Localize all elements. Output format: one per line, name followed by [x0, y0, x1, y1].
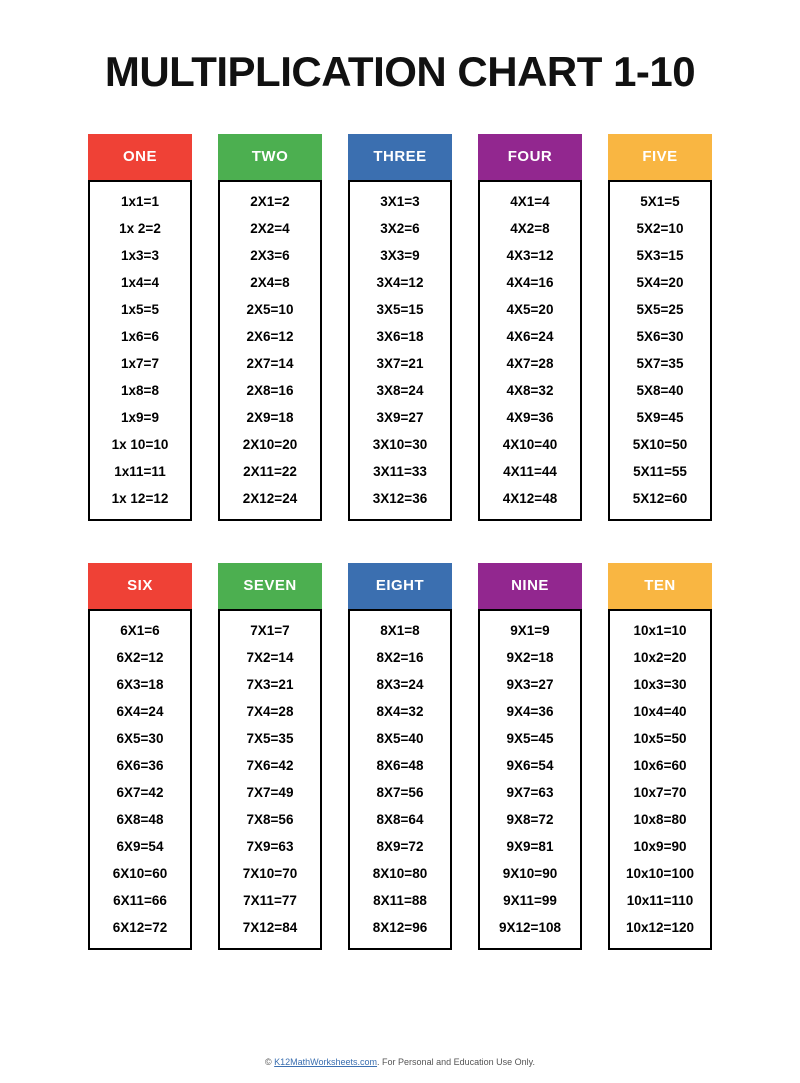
- table-cell: 1x5=5: [121, 302, 159, 317]
- footer-credit: [0, 1057, 800, 1067]
- table-cell: 4X3=12: [506, 248, 554, 263]
- table-cell: 10x7=70: [633, 785, 687, 800]
- table-cell: 1x4=4: [121, 275, 159, 290]
- table-cell: 5X5=25: [636, 302, 684, 317]
- table-cell: 8X3=24: [376, 677, 424, 692]
- table-cell: 2X2=4: [250, 221, 290, 236]
- table-cell: 3X4=12: [376, 275, 424, 290]
- table-body-eight: [348, 609, 452, 950]
- table-cell: 6X2=12: [116, 650, 164, 665]
- table-cell: 5X9=45: [636, 410, 684, 425]
- table-header-three: THREE: [348, 134, 452, 180]
- table-body-seven: [218, 609, 322, 950]
- table-cell: 2X9=18: [246, 410, 294, 425]
- table-cell: 7X11=77: [243, 893, 297, 908]
- table-cell: 8X12=96: [372, 920, 428, 935]
- table-header-eight: EIGHT: [348, 563, 452, 609]
- table-cell: 9X11=99: [503, 893, 557, 908]
- table-cell: 10x2=20: [633, 650, 687, 665]
- table-cell: 3X12=36: [372, 491, 428, 506]
- table-cell: 7X4=28: [246, 704, 294, 719]
- table-cell: 8X7=56: [376, 785, 424, 800]
- table-cell: 9X2=18: [506, 650, 554, 665]
- table-cell: 9X3=27: [506, 677, 554, 692]
- table-cell: 10x9=90: [633, 839, 687, 854]
- table-cell: 9X1=9: [510, 623, 550, 638]
- table-cell: 10x12=120: [626, 920, 694, 935]
- table-cell: 10x6=60: [633, 758, 687, 773]
- table-cell: 4X12=48: [502, 491, 558, 506]
- table-cell: 3X9=27: [376, 410, 424, 425]
- table-cell: 5X11=55: [633, 464, 687, 479]
- table-body-five: [608, 180, 712, 521]
- table-cell: 2X8=16: [246, 383, 294, 398]
- table-cell: 1x 10=10: [111, 437, 169, 452]
- table-cell: 6X3=18: [116, 677, 164, 692]
- table-cell: 5X8=40: [636, 383, 684, 398]
- table-two: [218, 134, 322, 521]
- table-body-four: [478, 180, 582, 521]
- table-cell: 7X12=84: [242, 920, 298, 935]
- table-cell: 5X3=15: [636, 248, 684, 263]
- table-cell: 1x1=1: [121, 194, 159, 209]
- table-cell: 1x3=3: [121, 248, 159, 263]
- table-cell: 7X8=56: [246, 812, 294, 827]
- table-cell: 5X12=60: [632, 491, 688, 506]
- table-cell: 3X1=3: [380, 194, 420, 209]
- table-cell: 9X4=36: [506, 704, 554, 719]
- table-cell: 2X11=22: [243, 464, 297, 479]
- table-cell: 3X7=21: [376, 356, 424, 371]
- table-cell: 3X3=9: [380, 248, 420, 263]
- table-cell: 2X10=20: [242, 437, 298, 452]
- footer-prefix: ©: [265, 1057, 275, 1067]
- table-cell: 4X1=4: [510, 194, 550, 209]
- table-body-two: [218, 180, 322, 521]
- table-cell: 4X10=40: [502, 437, 558, 452]
- table-cell: 4X9=36: [506, 410, 554, 425]
- table-cell: 9X5=45: [506, 731, 554, 746]
- table-cell: 9X7=63: [506, 785, 554, 800]
- table-cell: 8X2=16: [376, 650, 424, 665]
- table-cell: 8X1=8: [380, 623, 420, 638]
- table-cell: 9X12=108: [499, 920, 561, 935]
- table-seven: [218, 563, 322, 950]
- table-cell: 8X11=88: [373, 893, 427, 908]
- table-cell: 7X5=35: [246, 731, 294, 746]
- table-cell: 7X7=49: [246, 785, 294, 800]
- table-cell: 7X1=7: [250, 623, 290, 638]
- page-title: MULTIPLICATION CHART 1-10: [104, 48, 696, 95]
- tables-row-2: [0, 563, 800, 950]
- table-cell: 3X10=30: [372, 437, 428, 452]
- table-cell: 5X10=50: [632, 437, 688, 452]
- table-header-nine: NINE: [478, 563, 582, 609]
- table-header-five: FIVE: [608, 134, 712, 180]
- table-cell: 2X1=2: [250, 194, 290, 209]
- table-cell: 10x4=40: [633, 704, 687, 719]
- table-cell: 1x11=11: [114, 464, 166, 479]
- table-cell: 5X6=30: [636, 329, 684, 344]
- table-cell: 7X9=63: [246, 839, 294, 854]
- table-ten: [608, 563, 712, 950]
- table-cell: 2X5=10: [246, 302, 294, 317]
- table-cell: 3X8=24: [376, 383, 424, 398]
- table-cell: 8X5=40: [376, 731, 424, 746]
- table-one: [88, 134, 192, 521]
- table-cell: 9X6=54: [506, 758, 554, 773]
- table-cell: 4X7=28: [506, 356, 554, 371]
- table-cell: 6X6=36: [116, 758, 164, 773]
- table-body-nine: [478, 609, 582, 950]
- table-cell: 1x 2=2: [119, 221, 161, 236]
- table-cell: 8X10=80: [372, 866, 428, 881]
- table-cell: 2X6=12: [246, 329, 294, 344]
- table-cell: 7X6=42: [246, 758, 294, 773]
- table-header-ten: TEN: [608, 563, 712, 609]
- table-header-two: TWO: [218, 134, 322, 180]
- table-cell: 7X10=70: [242, 866, 298, 881]
- table-cell: 6X11=66: [113, 893, 167, 908]
- table-cell: 8X9=72: [376, 839, 424, 854]
- table-body-three: [348, 180, 452, 521]
- table-four: [478, 134, 582, 521]
- table-body-ten: [608, 609, 712, 950]
- footer-link[interactable]: K12MathWorksheets.com: [274, 1057, 378, 1067]
- table-cell: 5X2=10: [636, 221, 684, 236]
- table-cell: 2X3=6: [250, 248, 290, 263]
- table-cell: 10x8=80: [633, 812, 687, 827]
- table-cell: 9X8=72: [506, 812, 554, 827]
- table-cell: 1x7=7: [121, 356, 159, 371]
- table-cell: 10x10=100: [626, 866, 694, 881]
- table-cell: 8X6=48: [376, 758, 424, 773]
- table-cell: 1x6=6: [121, 329, 159, 344]
- table-header-six: SIX: [88, 563, 192, 609]
- table-header-seven: SEVEN: [218, 563, 322, 609]
- table-cell: 6X7=42: [116, 785, 164, 800]
- table-cell: 8X8=64: [376, 812, 424, 827]
- table-cell: 4X11=44: [503, 464, 557, 479]
- table-header-one: ONE: [88, 134, 192, 180]
- table-cell: 3X2=6: [380, 221, 420, 236]
- table-cell: 1x8=8: [121, 383, 159, 398]
- worksheet-page: [0, 48, 800, 1083]
- table-cell: 3X5=15: [376, 302, 424, 317]
- table-cell: 3X11=33: [373, 464, 427, 479]
- table-cell: 4X2=8: [510, 221, 550, 236]
- table-cell: 4X6=24: [506, 329, 554, 344]
- table-cell: 6X12=72: [112, 920, 168, 935]
- table-cell: 10x3=30: [633, 677, 687, 692]
- table-cell: 6X4=24: [116, 704, 164, 719]
- table-header-four: FOUR: [478, 134, 582, 180]
- table-cell: 9X9=81: [506, 839, 554, 854]
- table-six: [88, 563, 192, 950]
- table-cell: 10x5=50: [633, 731, 687, 746]
- table-cell: 7X2=14: [246, 650, 294, 665]
- table-three: [348, 134, 452, 521]
- table-eight: [348, 563, 452, 950]
- table-cell: 10x11=110: [626, 893, 694, 908]
- table-cell: 4X5=20: [506, 302, 554, 317]
- table-cell: 6X9=54: [116, 839, 164, 854]
- table-cell: 5X1=5: [640, 194, 680, 209]
- table-cell: 2X4=8: [250, 275, 290, 290]
- table-cell: 1x9=9: [121, 410, 159, 425]
- table-cell: 7X3=21: [246, 677, 294, 692]
- table-cell: 5X4=20: [636, 275, 684, 290]
- table-cell: 6X10=60: [112, 866, 168, 881]
- table-cell: 9X10=90: [502, 866, 558, 881]
- table-cell: 4X4=16: [506, 275, 554, 290]
- footer-suffix: . For Personal and Education Use Only.: [377, 1057, 535, 1067]
- table-body-six: [88, 609, 192, 950]
- table-cell: 6X1=6: [120, 623, 160, 638]
- table-cell: 2X7=14: [246, 356, 294, 371]
- table-cell: 4X8=32: [506, 383, 554, 398]
- table-cell: 10x1=10: [633, 623, 687, 638]
- table-cell: 8X4=32: [376, 704, 424, 719]
- tables-row-1: [0, 134, 800, 521]
- table-cell: 5X7=35: [636, 356, 684, 371]
- table-cell: 6X8=48: [116, 812, 164, 827]
- table-cell: 6X5=30: [116, 731, 164, 746]
- table-body-one: [88, 180, 192, 521]
- table-five: [608, 134, 712, 521]
- table-cell: 1x 12=12: [111, 491, 169, 506]
- table-cell: 2X12=24: [242, 491, 298, 506]
- table-nine: [478, 563, 582, 950]
- table-cell: 3X6=18: [376, 329, 424, 344]
